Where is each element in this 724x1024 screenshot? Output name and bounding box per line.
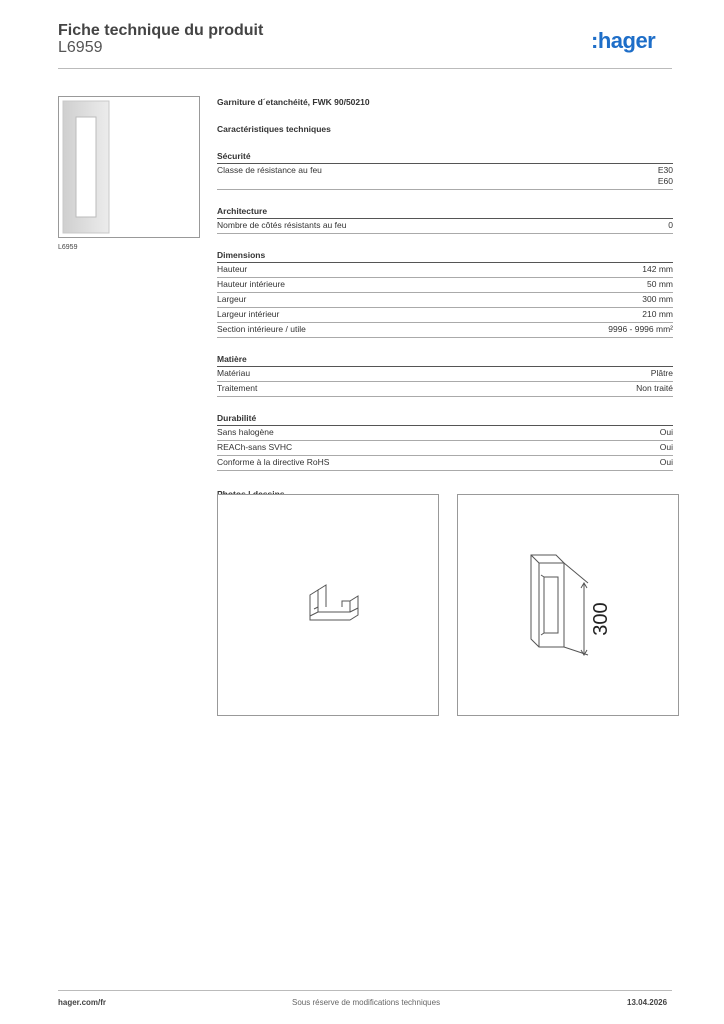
spec-value: Oui [659, 457, 673, 467]
footer-website[interactable]: hager.com/fr [58, 998, 107, 1007]
spec-value: 50 mm [647, 279, 673, 289]
spec-row [217, 367, 673, 382]
spec-row [217, 456, 673, 471]
spec-panel [217, 96, 673, 500]
spec-row [217, 426, 673, 441]
spec-row [217, 308, 673, 323]
spec-value: 9996 - 9996 mm² [608, 324, 673, 334]
spec-label: Nombre de côtés résistants au feu [217, 220, 347, 230]
product-name: Garniture d´etanchéité, FWK 90/50210 [217, 97, 370, 107]
product-code: L6959 [58, 39, 103, 56]
spec-label: Matériau [217, 368, 251, 378]
product-image-caption: L6959 [58, 244, 78, 251]
spec-label: Hauteur [217, 264, 248, 274]
spec-label: Classe de résistance au feu [217, 165, 322, 175]
spec-row [217, 382, 673, 397]
spec-label: Section intérieure / utile [217, 324, 306, 334]
brand-logo: :hager [591, 28, 656, 53]
spec-label: REACh-sans SVHC [217, 442, 293, 452]
spec-value-line: E60 [657, 176, 673, 186]
group-title-dimensions: Dimensions [217, 249, 673, 263]
spec-label: Largeur intérieur [217, 309, 280, 319]
group-title-matiere: Matière [217, 353, 673, 367]
spec-value: Oui [659, 442, 673, 452]
spec-value: 0 [668, 220, 673, 230]
spec-value: Oui [659, 427, 673, 437]
product-image [58, 96, 200, 238]
spec-row [217, 293, 673, 308]
tech-heading: Caractéristiques techniques [217, 124, 331, 134]
group-title-securite: Sécurité [217, 150, 673, 164]
spec-row [217, 219, 673, 234]
spec-row [217, 323, 673, 338]
spec-label: Conforme à la directive RoHS [217, 457, 330, 467]
group-title-durabilite: Durabilité [217, 412, 673, 426]
spec-value: Non traité [636, 383, 673, 393]
spec-row [217, 278, 673, 293]
page-title: Fiche technique du produit [58, 22, 264, 39]
spec-row [217, 263, 673, 278]
group-title-architecture: Architecture [217, 205, 673, 219]
footer-notice: Sous réserve de modifications techniques [292, 998, 441, 1007]
photo-drawing-small [217, 494, 439, 716]
header-divider [58, 68, 672, 69]
photo-drawing-dimension [457, 494, 679, 716]
spec-label: Sans halogène [217, 427, 274, 437]
spec-value: 300 mm [642, 294, 673, 304]
spec-label: Largeur [217, 294, 247, 304]
spec-value: 142 mm [642, 264, 673, 274]
spec-row [217, 164, 673, 190]
footer-divider [58, 990, 672, 991]
dimension-label: 300 [590, 602, 612, 636]
spec-label: Traitement [217, 383, 258, 393]
spec-value [658, 165, 673, 187]
spec-row [217, 441, 673, 456]
spec-value-line: E30 [657, 165, 673, 175]
spec-value: Plâtre [650, 368, 673, 378]
spec-label: Hauteur intérieure [217, 279, 286, 289]
spec-value: 210 mm [642, 309, 673, 319]
footer-date: 13.04.2026 [627, 998, 668, 1007]
